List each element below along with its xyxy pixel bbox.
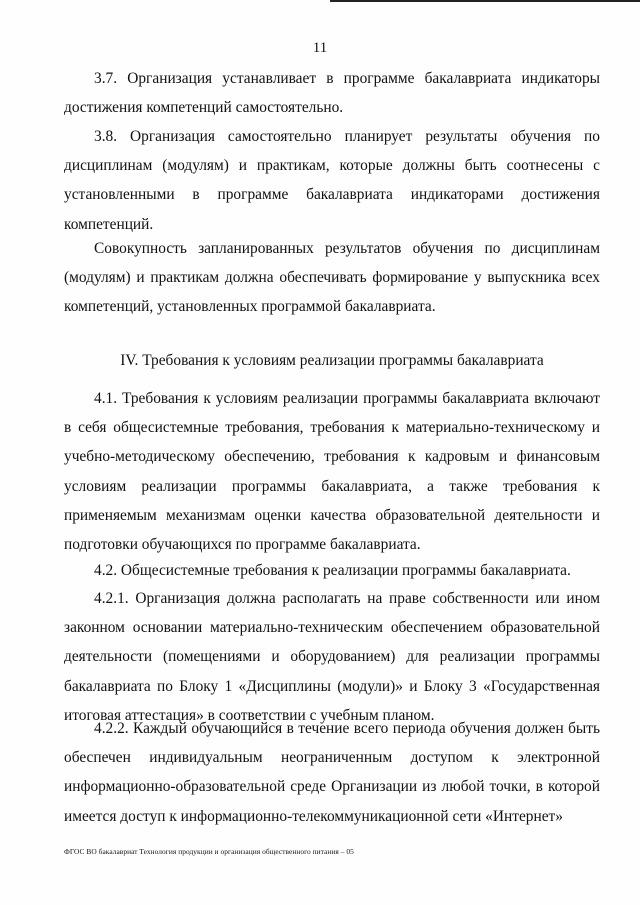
paragraph-4-1: 4.1. Требования к условиям реализации программы бакалавриата включают в себя общесистемные требования, требования к материально-техническому и учебно-методическому обеспечению, требования к кадровым и финансовым условиям реализации программы бакалавриата, а также требования к применяемым механизмам оценки качества образовательной деятельности и подготовки обучающихся по программе бакалавриата. — [64, 390, 600, 554]
paragraph-4-2-2: 4.2.2. Каждый обучающийся в течение всего периода обучения должен быть обеспечен индивидуальным неограниченным доступом к электронной информационно-образовательной среде Организации из любой точки, в которой имеется доступ к информационно-телекоммуникационной сети «Интернет» — [64, 720, 600, 825]
section-heading: IV. Требования к условиям реализации программы бакалавриата — [120, 352, 544, 369]
paragraph-totality: Совокупность запланированных результатов обучения по дисциплинам (модулям) и практикам должна обеспечивать формирование у выпускника всех компетенций, установленных программой бакалавриата. — [64, 240, 600, 316]
page-number: 11 — [312, 40, 328, 56]
paragraph-3-8: 3.8. Организация самостоятельно планирует результаты обучения по дисциплинам (модулям) и практикам, которые должны быть соотнесены с установленными в программе бакалавриата индикаторами достижения компетенций. — [64, 128, 600, 233]
paragraph-4-2: 4.2. Общесистемные требования к реализации программы бакалавриата. — [94, 562, 571, 579]
footer-text: ФГОС ВО бакалавриат Технология продукции и организация общественного питания – 05 — [64, 847, 354, 856]
paragraph-3-7: 3.7. Организация устанавливает в программе бакалавриата индикаторы достижения компетенций самостоятельно. — [64, 70, 600, 117]
scan-edge-line — [330, 0, 640, 8]
paragraph-4-2-1: 4.2.1. Организация должна располагать на праве собственности или ином законном основании материально-техническим обеспечением образовательной деятельности (помещениями и оборудованием) для реализации программы бакалавриата по Блоку 1 «Дисциплины (модули)» и Блоку 3 «Государственная итоговая аттестация» в соответствии с учебным планом. — [64, 590, 600, 724]
